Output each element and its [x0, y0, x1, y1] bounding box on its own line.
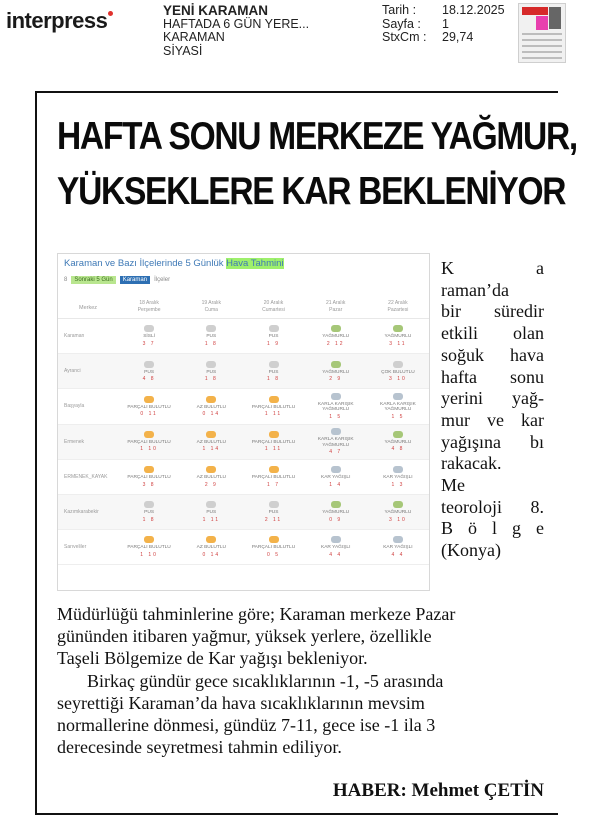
article-line: (Konya) — [441, 540, 501, 561]
rain-icon — [331, 501, 341, 508]
cloud-icon — [206, 325, 216, 332]
snow-icon — [331, 428, 341, 435]
article-line: Taşeli Bölgemize de Kar yağışı bekleniyor. — [57, 648, 368, 669]
article-side-column — [441, 258, 544, 562]
forecast-cell: YAĞMURLU 2 9 — [305, 354, 367, 388]
sun-icon — [144, 396, 154, 403]
article-line: normallerine dönmesi, gündüz 7-11, gece ise -1 ila 3 — [57, 715, 436, 736]
section-name: SİYASİ — [163, 43, 203, 58]
cloud-icon — [144, 501, 154, 508]
forecast-image — [57, 253, 430, 591]
logo-dot-icon — [108, 11, 113, 16]
forecast-cell: YAĞMURLU 2 12 — [305, 319, 367, 353]
cloud-icon — [144, 361, 154, 368]
forecast-day-header: 20 Aralık Cumartesi — [262, 300, 285, 313]
article-line: hafta sonu — [441, 366, 544, 387]
forecast-cell: PUS 1 9 — [242, 319, 304, 353]
article-line: yerini yağ- — [441, 388, 544, 409]
forecast-row — [58, 425, 429, 460]
forecast-cell: PARÇALI BULUTLU 0 11 — [118, 389, 180, 423]
forecast-cell: ÇOK BULUTLU 3 10 — [367, 354, 429, 388]
meta-row: Tarih : 18.12.2025 — [382, 3, 505, 17]
page-thumbnail[interactable] — [518, 3, 566, 63]
forecast-controls: 8 Sonraki 5 Gün Karaman İlçeler — [64, 277, 171, 283]
forecast-cell: YAĞMURLU 3 11 — [367, 319, 429, 353]
forecast-place: Ermenek — [64, 438, 85, 445]
sun-icon — [144, 431, 154, 438]
forecast-cell: SİSLİ 3 7 — [118, 319, 180, 353]
forecast-place: Karaman — [64, 333, 85, 340]
article-line: teoroloji 8. — [441, 496, 544, 517]
rain-icon — [393, 431, 403, 438]
publication-info — [163, 4, 309, 58]
forecast-cell: KARLA KARIŞIK YAĞMURLU 1 5 — [367, 389, 429, 423]
forecast-table — [58, 298, 429, 565]
byline: HABER: Mehmet ÇETİN — [332, 780, 544, 801]
article-line: etkili olan — [441, 323, 544, 344]
snow-icon — [331, 536, 341, 543]
forecast-row — [58, 530, 429, 565]
article-line: B ö l g e — [441, 518, 544, 539]
forecast-place: Ayranci — [64, 368, 81, 375]
snow-icon — [393, 466, 403, 473]
forecast-place: Sarıveliler — [64, 544, 87, 551]
cloud-icon — [206, 501, 216, 508]
snow-icon — [331, 466, 341, 473]
forecast-day-header: 18 Aralık Perşembe — [137, 300, 161, 313]
article-line: Birkaç gündür gece sıcaklıklarının -1, -5 arasında — [87, 670, 444, 691]
article-line: soğuk hava — [441, 344, 544, 365]
snow-icon — [393, 536, 403, 543]
article-line: mur ve kar — [441, 409, 544, 430]
forecast-day-header: 22 Aralık Pazartesi — [387, 300, 409, 313]
interpress-logo: interpress — [6, 8, 113, 34]
forecast-cell: AZ BULUTLU 2 9 — [180, 460, 242, 494]
forecast-cell: KARLA KARIŞIK YAĞMURLU 1 5 — [305, 389, 367, 423]
article-line: yağışına bı — [441, 431, 544, 452]
meta-row: StxCm : 29,74 — [382, 30, 474, 44]
forecast-cell: AZ BULUTLU 0 14 — [180, 530, 242, 564]
forecast-row — [58, 495, 429, 530]
sun-icon — [206, 396, 216, 403]
forecast-place: Kazımkarabekir — [64, 509, 99, 516]
forecast-place: ERMENEK_KAYAK — [64, 473, 108, 480]
city-name: KARAMAN — [163, 30, 225, 44]
newspaper-name: YENİ KARAMAN — [163, 3, 269, 18]
cloud-icon — [269, 325, 279, 332]
sun-icon — [269, 431, 279, 438]
forecast-cell: PUS 1 8 — [180, 354, 242, 388]
article-ref: HAFTADA 6 GÜN YERE... — [163, 16, 310, 31]
cloud-icon — [206, 361, 216, 368]
forecast-cell: PARÇALI BULUTLU 1 10 — [118, 425, 180, 459]
rain-icon — [393, 325, 403, 332]
sun-icon — [206, 536, 216, 543]
cloud-icon — [393, 361, 403, 368]
article-line: derecesinde seyretmesi tahmin ediliyor. — [57, 737, 342, 758]
forecast-cell: KAR YAĞIŞLI 4 4 — [305, 530, 367, 564]
snow-icon — [331, 393, 341, 400]
forecast-cell: KAR YAĞIŞLI 1 3 — [367, 460, 429, 494]
forecast-day-header: 21 Aralık Pazar — [325, 300, 346, 313]
headline: HAFTA SONU MERKEZE YAĞMUR, YÜKSEKLERE KAR BEKLENİYOR — [57, 115, 577, 213]
forecast-cell: PARÇALI BULUTLU 1 10 — [118, 530, 180, 564]
snow-icon — [393, 393, 403, 400]
rain-icon — [331, 361, 341, 368]
article-line: gününden itibaren yağmur, yüksek yerlere, özellikle — [57, 626, 432, 647]
forecast-cell: KAR YAĞIŞLI 1 4 — [305, 460, 367, 494]
forecast-cell: YAĞMURLU 4 8 — [367, 425, 429, 459]
forecast-cell: PUS 1 8 — [180, 319, 242, 353]
meta-row: Sayfa : 1 — [382, 16, 449, 31]
cloud-icon — [269, 501, 279, 508]
forecast-cell: YAĞMURLU 0 9 — [305, 495, 367, 529]
cloud-icon — [144, 325, 154, 332]
forecast-cell: PUS 2 11 — [242, 495, 304, 529]
forecast-header-row: Merkez 18 Aralık Perşembe 19 Aralık Cuma 20 Aralık Cumartesi 21 Aralık Pazar 22 Aralık Pazartesi — [58, 298, 429, 319]
clipping-meta — [382, 4, 505, 45]
sun-icon — [269, 466, 279, 473]
article-line: seyrettiği Karaman’da hava sıcaklıklarının mevsim — [57, 692, 425, 713]
forecast-cell: PARÇALI BULUTLU 1 7 — [242, 460, 304, 494]
sun-icon — [206, 431, 216, 438]
forecast-row — [58, 460, 429, 495]
sun-icon — [144, 536, 154, 543]
forecast-cell: PUS 4 8 — [118, 354, 180, 388]
sun-icon — [144, 466, 154, 473]
rain-icon — [331, 325, 341, 332]
article-line: raman’da — [441, 279, 509, 300]
forecast-place: Başyayla — [64, 403, 85, 410]
article-line: K a — [441, 258, 544, 278]
article-line: bir süredir — [441, 301, 544, 322]
forecast-cell: PARÇALI BULUTLU 1 11 — [242, 425, 304, 459]
forecast-cell: YAĞMURLU 3 10 — [367, 495, 429, 529]
forecast-row — [58, 389, 429, 424]
article-line: Me — [441, 475, 465, 496]
article-body — [57, 603, 544, 758]
rain-icon — [393, 501, 403, 508]
forecast-cell: PARÇALI BULUTLU 0 5 — [242, 530, 304, 564]
sun-icon — [269, 396, 279, 403]
forecast-row — [58, 354, 429, 389]
forecast-cell: PUS 1 8 — [242, 354, 304, 388]
forecast-cell: AZ BULUTLU 0 14 — [180, 389, 242, 423]
forecast-cell: KARLA KARIŞIK YAĞMURLU 4 7 — [305, 425, 367, 459]
forecast-cell: PUS 1 11 — [180, 495, 242, 529]
forecast-day-header: 19 Aralık Cuma — [201, 300, 222, 313]
cloud-icon — [269, 361, 279, 368]
clipping-header — [0, 0, 590, 70]
forecast-cell: PUS 1 8 — [118, 495, 180, 529]
forecast-title: Karaman ve Bazı İlçelerinde 5 Günlük Hava Tahmini — [64, 258, 284, 269]
forecast-cell: PARÇALI BULUTLU 1 11 — [242, 389, 304, 423]
sun-icon — [206, 466, 216, 473]
article-line: rakacak. — [441, 453, 502, 474]
forecast-cell: AZ BULUTLU 1 14 — [180, 425, 242, 459]
sun-icon — [269, 536, 279, 543]
article-line: Müdürlüğü tahminlerine göre; Karaman merkeze Pazar — [57, 604, 456, 624]
forecast-cell: PARÇALI BULUTLU 3 8 — [118, 460, 180, 494]
forecast-row — [58, 319, 429, 354]
forecast-cell: KAR YAĞIŞLI 4 4 — [367, 530, 429, 564]
